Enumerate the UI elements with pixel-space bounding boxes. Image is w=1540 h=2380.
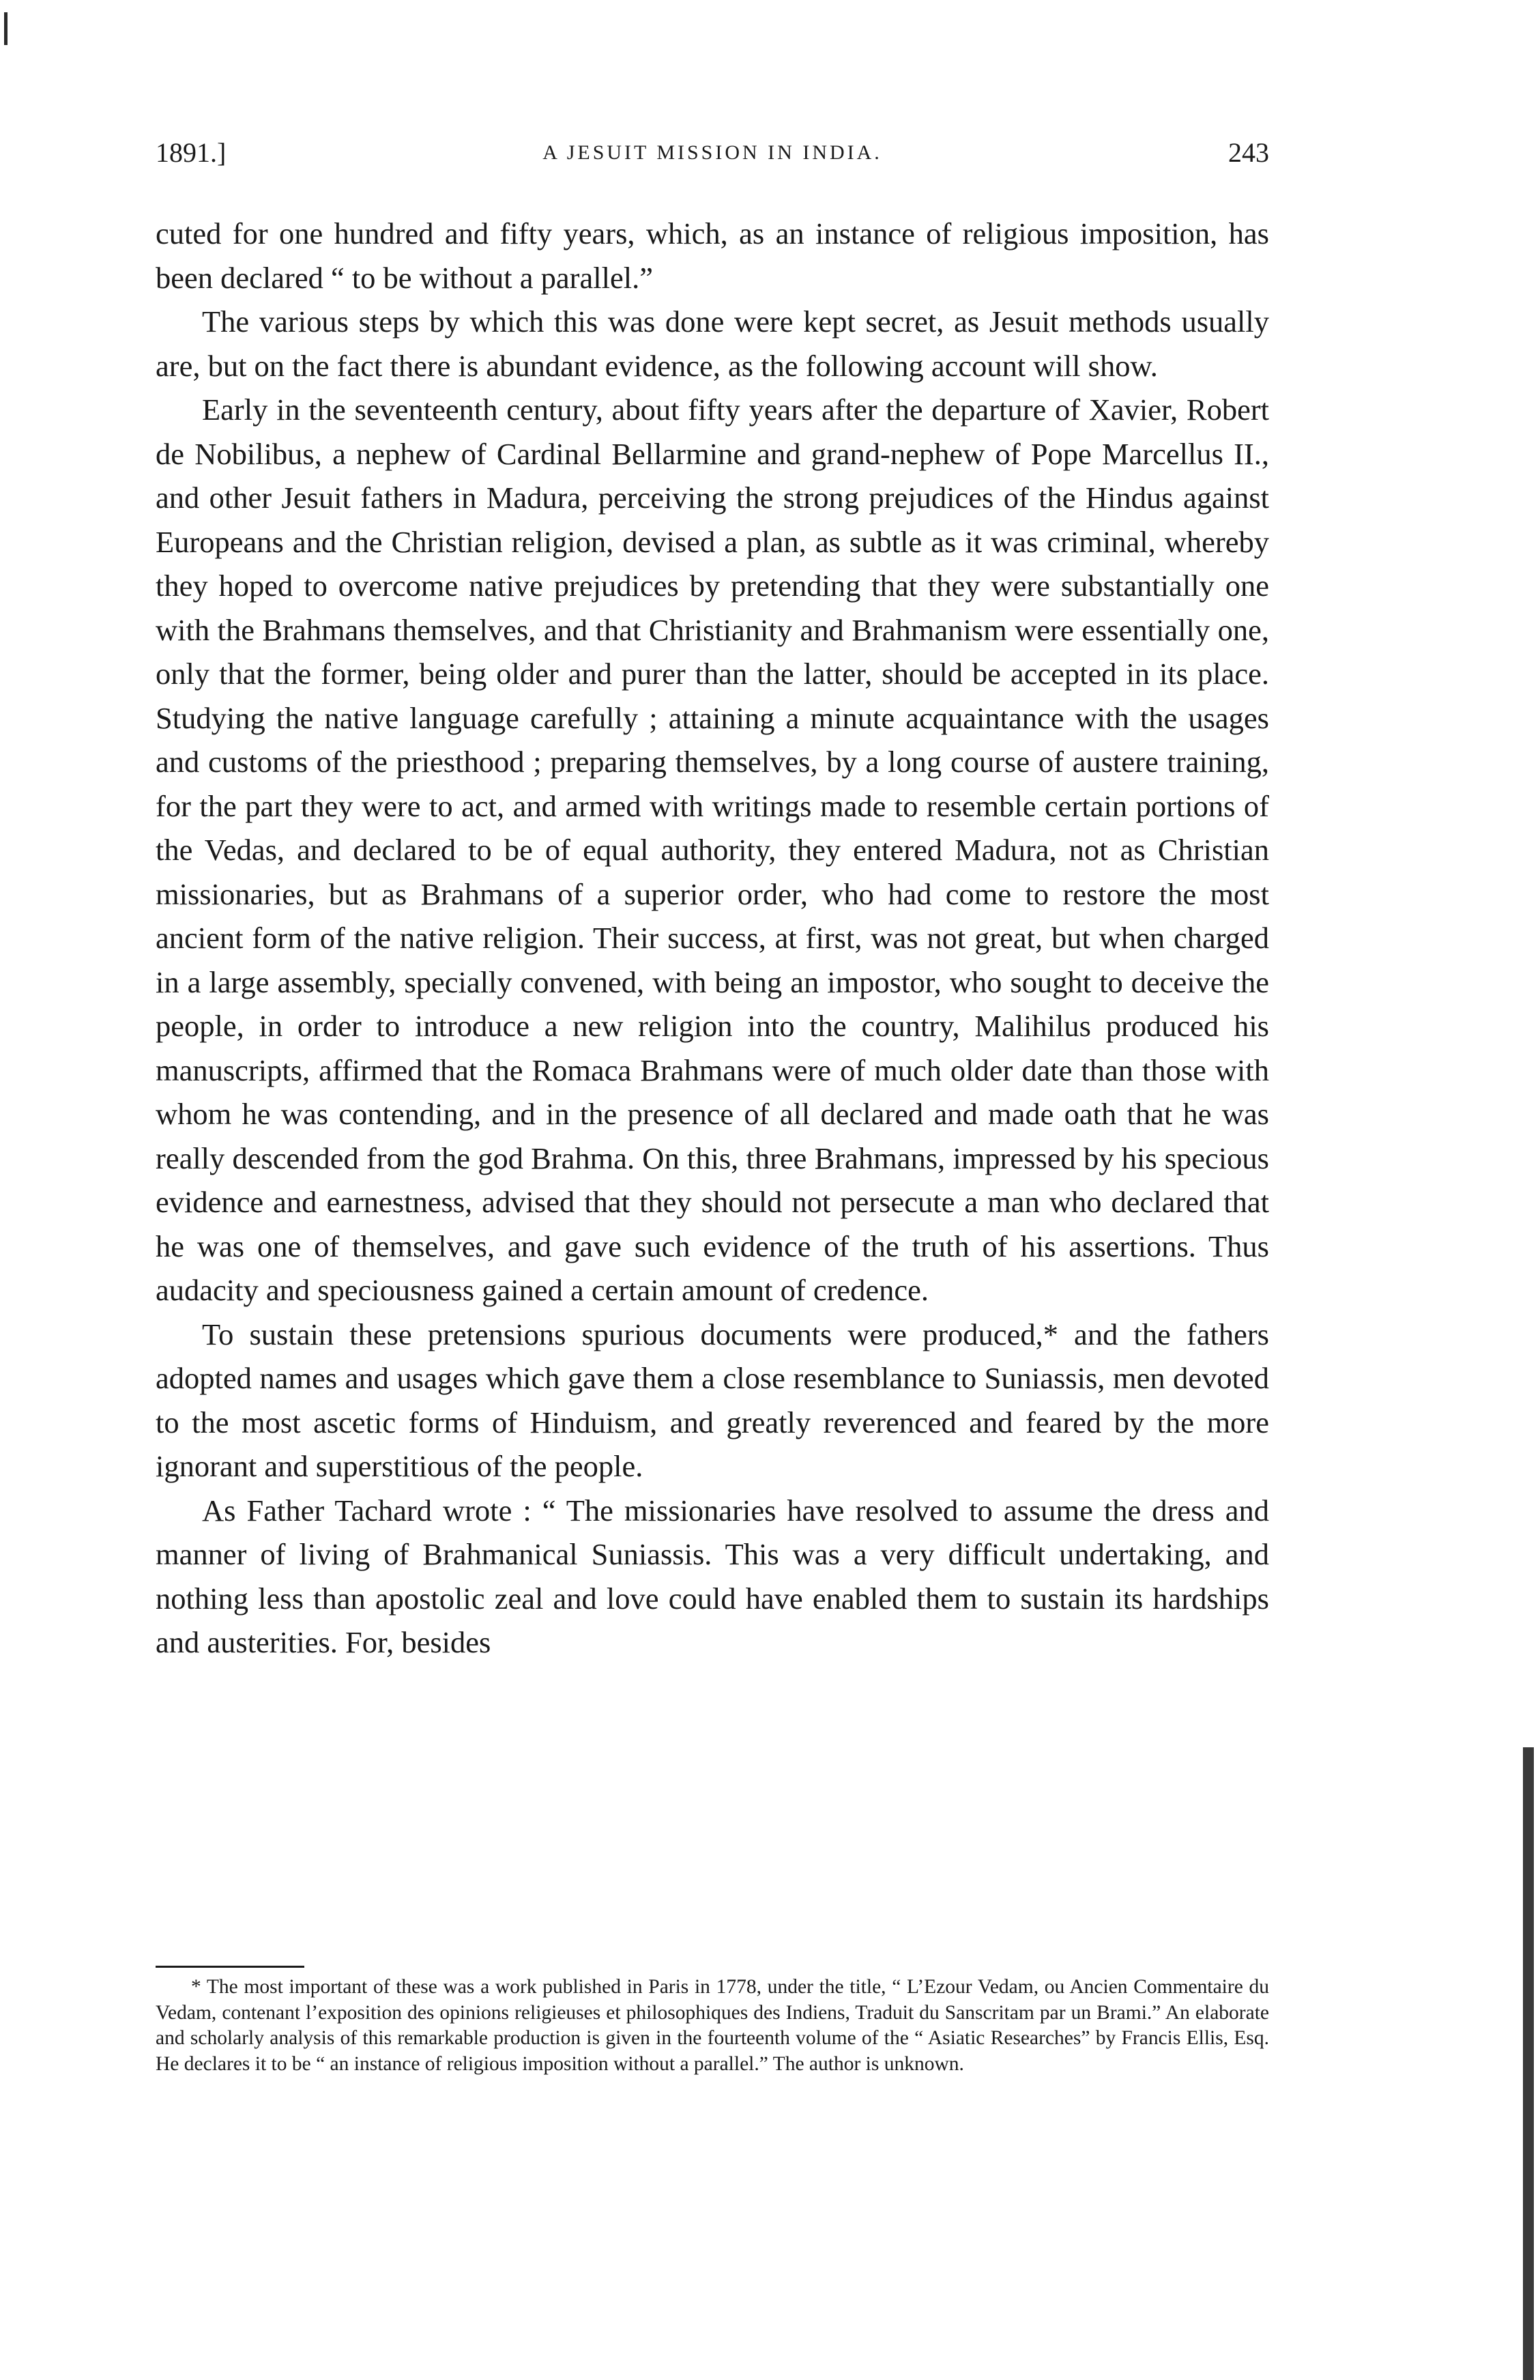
header-running-title: A JESUIT MISSION IN INDIA.	[542, 141, 882, 164]
running-header	[156, 135, 1269, 171]
paragraph-2: The various steps by which this was done were kept secret, as Jesuit methods usually are, but on the fact there is abundant evidence, as the following account will show.	[156, 304, 1269, 383]
page-number: 243	[1228, 137, 1269, 168]
scan-mark-top-left	[4, 12, 8, 45]
footnote: * The most important of these was a work published in Paris in 1778, under the title, “ L’Ezour Vedam, ou Ancien Commentaire du Vedam, contenant l’exposition des opinions religieuses et philosophiques des Indiens, Traduit du Sanscritam par un Brami.” An elaborate and scholarly analysis of this remarkable production is given in the fourteenth volume of the “ Asiatic Researches” by Francis Ellis, Esq. He declares it to be “ an instance of religious imposition without a parallel.” The author is unknown.	[156, 1976, 1269, 2075]
paragraph-1: cuted for one hundred and fifty years, which, as an instance of religious imposition, has been declared “ to be without a parallel.”	[156, 216, 1269, 295]
footnote-rule	[156, 1966, 304, 1968]
scan-edge-right	[1523, 1747, 1534, 2380]
paragraph-5: As Father Tachard wrote : “ The missionaries have resolved to assume the dress and manner of living of Brahmanical Suniassis. This was a very difficult undertaking, and nothing less than apostolic zeal and love could have enabled them to sustain its hardships and austerities. For, besides	[156, 1493, 1269, 1659]
paragraph-3: Early in the seventeenth century, about fifty years after the departure of Xavier, Robert de Nobilibus, a nephew of Cardinal Bellarmine and grand-nephew of Pope Marcellus II., and other Jesuit fathers in Madura, perceiving the strong prejudices of the Hindus against Europeans and the Christian religion, devised a plan, as subtle as it was criminal, whereby they hoped to overcome native prejudices by pretending that they were substantially one with the Brahmans themselves, and that Christianity and Brahmanism were essentially one, only that the former, being older and purer than the latter, should be accepted in its place. Studying the native language carefully ; attaining a minute acquaintance with the usages and customs of the priesthood ; preparing themselves, by a long course of austere training, for the part they were to act, and armed with writings made to resemble certain portions of the Vedas, and declared to be of equal authority, they entered Madura, not as Christian missionaries, but as Brahmans of a superior order, who had come to restore the most ancient form of the native religion. Their success, at first, was not great, but when charged in a large assembly, specially convened, with being an impostor, who sought to deceive the people, in order to introduce a new religion into the country, Malihilus produced his manuscripts, affirmed that the Romaca Brahmans were of much older date than those with whom he was contending, and in the presence of all declared and made oath that he was really descended from the god Brahma. On this, three Brahmans, impressed by his specious evidence and earnestness, advised that they should not persecute a man who declared that he was one of themselves, and gave such evidence of the truth of his assertions. Thus audacity and speciousness gained a certain amount of credence.	[156, 392, 1269, 1307]
header-year: 1891.]	[156, 137, 227, 168]
paragraph-4: To sustain these pretensions spurious documents were produced,* and the fathers adopted names and usages which gave them a close resemblance to Suniassis, men devoted to the most ascetic forms of Hinduism, and greatly reverenced and feared by the more ignorant and superstitious of the people.	[156, 1317, 1269, 1483]
body-text	[156, 212, 1269, 1665]
